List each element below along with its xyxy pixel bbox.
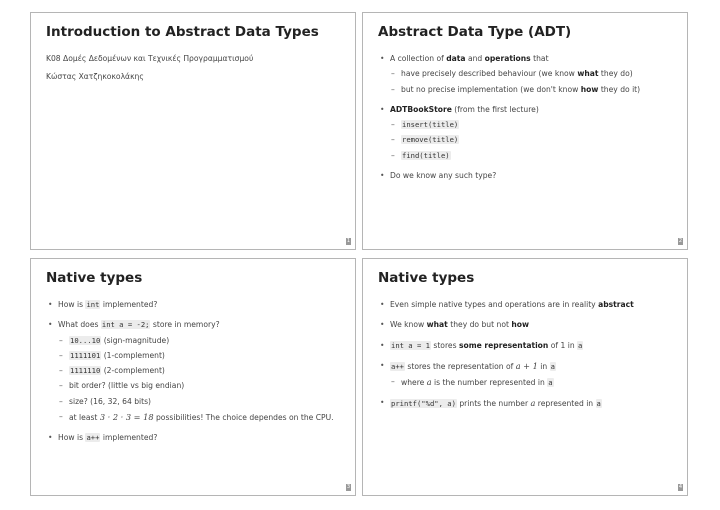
sub-bullet-item: – 1111101 (1-complement): [46, 351, 349, 361]
slide-1: [30, 12, 356, 250]
bullet-item: • We know what they do but not how: [378, 320, 681, 330]
slide-title: Native types: [378, 270, 475, 286]
slide-title: Abstract Data Type (ADT): [378, 24, 572, 40]
slide-content: [46, 300, 349, 443]
bullet-item: • How is int implemented?: [46, 300, 349, 310]
slide-2: [362, 12, 688, 250]
slide-content: [378, 54, 681, 181]
bullet-item: • printf("%d", a) prints the number a represented in a: [378, 398, 681, 409]
bullet-item: • a++ stores the representation of a + 1 in a: [378, 361, 681, 372]
bullet-item: • int a = 1 stores some representation of 1 in a: [378, 341, 681, 351]
bullet-item: • A collection of data and operations that: [378, 54, 681, 64]
slide-4: [362, 258, 688, 496]
sub-bullet-item: – 10...10 (sign-magnitude): [46, 336, 349, 346]
slide-3: [30, 258, 356, 496]
bullet-item: • How is a++ implemented?: [46, 433, 349, 443]
sub-bullet-item: – remove(title): [378, 135, 681, 145]
slide-content: [378, 300, 681, 410]
page-number: 3: [346, 484, 351, 490]
bullet-item: • ADTBookStore (from the first lecture): [378, 105, 681, 115]
page-number: 2: [678, 238, 683, 244]
slide-content: [46, 54, 349, 83]
sub-bullet-item: – have precisely described behaviour (we know what they do): [378, 69, 681, 79]
sub-bullet-item: – bit order? (little vs big endian): [46, 381, 349, 391]
slide-title: Native types: [46, 270, 143, 286]
sub-bullet-item: – 1111110 (2-complement): [46, 366, 349, 376]
sub-bullet-item: – insert(title): [378, 120, 681, 130]
slide-title: Introduction to Abstract Data Types: [46, 24, 319, 40]
bullet-item: • What does int a = -2; store in memory?: [46, 320, 349, 330]
sub-bullet-item: – where a is the number represented in a: [378, 377, 681, 388]
bullet-item: • Even simple native types and operations are in reality abstract: [378, 300, 681, 310]
bullet-item: • Do we know any such type?: [378, 171, 681, 181]
page-number: 4: [678, 484, 683, 490]
sub-bullet-item: – but no precise implementation (we don't know how they do it): [378, 85, 681, 95]
author-name: Κώστας Χατζηκοκολάκης: [46, 72, 144, 82]
page-number: 1: [346, 238, 351, 244]
course-name: K08 Δομές Δεδομένων και Τεχνικές Προγραμματισμού: [46, 54, 254, 63]
sub-bullet-item: – at least 3 · 2 · 3 = 18 possibilities! The choice dependes on the CPU.: [46, 412, 349, 423]
sub-bullet-item: – size? (16, 32, 64 bits): [46, 397, 349, 407]
sub-bullet-item: – find(title): [378, 151, 681, 161]
